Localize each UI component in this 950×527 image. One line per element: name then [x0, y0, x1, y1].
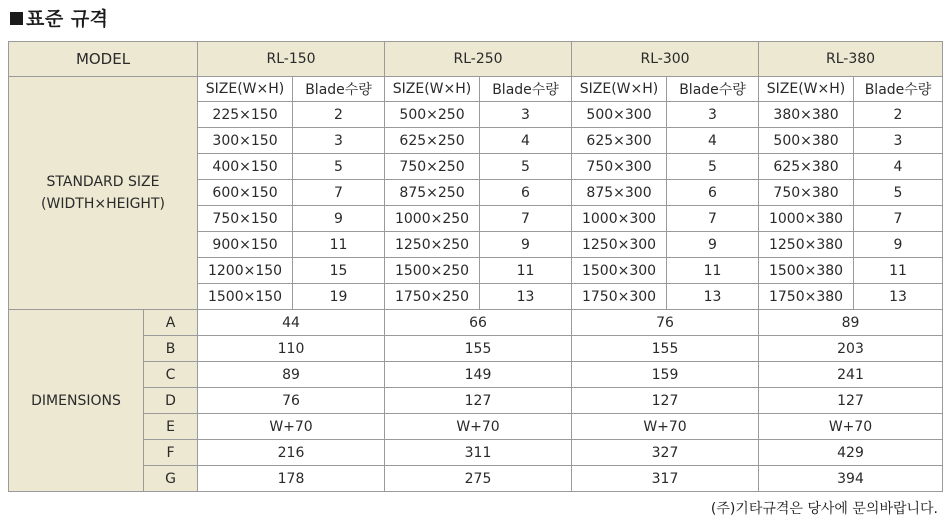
size-cell: 1500×250	[385, 258, 480, 284]
blade-count-cell: 5	[667, 154, 759, 180]
dimension-value: 311	[385, 440, 572, 466]
size-cell: 1750×250	[385, 284, 480, 310]
blade-count-cell: 13	[667, 284, 759, 310]
size-cell: 1250×300	[572, 232, 667, 258]
blade-count-cell: 4	[854, 154, 943, 180]
standard-size-label	[9, 77, 198, 310]
dimension-row	[9, 362, 943, 388]
blade-count-cell: 3	[293, 128, 385, 154]
size-cell: 1250×380	[759, 232, 854, 258]
size-cell: 625×380	[759, 154, 854, 180]
blade-count-cell: 7	[293, 180, 385, 206]
blade-count-cell: 5	[854, 180, 943, 206]
dimension-value: 327	[572, 440, 759, 466]
size-cell: 1500×300	[572, 258, 667, 284]
blade-count-cell: 11	[667, 258, 759, 284]
size-cell: 300×150	[198, 128, 293, 154]
dimension-letter: F	[144, 440, 198, 466]
dimension-value: 76	[572, 310, 759, 336]
dimension-row	[9, 336, 943, 362]
size-cell: 625×300	[572, 128, 667, 154]
size-cell: 1000×250	[385, 206, 480, 232]
blade-count-cell: 2	[854, 102, 943, 128]
sub-header-row	[9, 77, 943, 102]
size-column-header: SIZE(W×H)	[198, 77, 293, 102]
blade-count-cell: 11	[480, 258, 572, 284]
size-cell: 380×380	[759, 102, 854, 128]
blade-count-cell: 6	[480, 180, 572, 206]
standard-size-label-line: (WIDTH×HEIGHT)	[41, 196, 165, 212]
size-cell: 400×150	[198, 154, 293, 180]
blade-count-cell: 2	[293, 102, 385, 128]
dimension-letter: E	[144, 414, 198, 440]
dimension-row	[9, 414, 943, 440]
blade-column-header: Blade수량	[667, 77, 759, 102]
dimension-value: 149	[385, 362, 572, 388]
size-cell: 750×380	[759, 180, 854, 206]
blade-count-cell: 5	[293, 154, 385, 180]
dimension-value: 89	[759, 310, 943, 336]
blade-count-cell: 9	[667, 232, 759, 258]
blade-count-cell: 7	[854, 206, 943, 232]
size-cell: 500×250	[385, 102, 480, 128]
dimension-value: 317	[572, 466, 759, 492]
blade-count-cell: 13	[854, 284, 943, 310]
blade-count-cell: 7	[480, 206, 572, 232]
page-title	[10, 4, 109, 31]
model-label: MODEL	[9, 42, 198, 77]
footnote: (주)기타규격은 당사에 문의바랍니다.	[710, 501, 938, 517]
dimension-value: 44	[198, 310, 385, 336]
size-cell: 875×300	[572, 180, 667, 206]
size-cell: 1750×380	[759, 284, 854, 310]
dimension-value: 159	[572, 362, 759, 388]
size-cell: 1250×250	[385, 232, 480, 258]
dimension-value: 394	[759, 466, 943, 492]
blade-column-header: Blade수량	[293, 77, 385, 102]
size-cell: 750×150	[198, 206, 293, 232]
dimension-value: 178	[198, 466, 385, 492]
spec-table	[8, 41, 943, 492]
page-title-text: 표준 규격	[26, 8, 109, 30]
blade-count-cell: 3	[667, 102, 759, 128]
blade-count-cell: 13	[480, 284, 572, 310]
size-column-header: SIZE(W×H)	[759, 77, 854, 102]
size-cell: 1000×300	[572, 206, 667, 232]
size-cell: 1500×150	[198, 284, 293, 310]
size-column-header: SIZE(W×H)	[572, 77, 667, 102]
size-cell: 1000×380	[759, 206, 854, 232]
standard-size-label-line: STANDARD SIZE	[46, 174, 160, 190]
blade-count-cell: 19	[293, 284, 385, 310]
blade-column-header: Blade수량	[854, 77, 943, 102]
dimension-letter: B	[144, 336, 198, 362]
dimension-value: 110	[198, 336, 385, 362]
dimension-letter: D	[144, 388, 198, 414]
dimension-value: 203	[759, 336, 943, 362]
blade-count-cell: 9	[854, 232, 943, 258]
dimensions-label: DIMENSIONS	[9, 310, 144, 492]
dimension-value: 76	[198, 388, 385, 414]
blade-count-cell: 5	[480, 154, 572, 180]
size-cell: 500×380	[759, 128, 854, 154]
dimension-value: 127	[572, 388, 759, 414]
blade-count-cell: 15	[293, 258, 385, 284]
blade-count-cell: 4	[480, 128, 572, 154]
dimension-letter: G	[144, 466, 198, 492]
size-cell: 225×150	[198, 102, 293, 128]
blade-count-cell: 9	[293, 206, 385, 232]
size-cell: 600×150	[198, 180, 293, 206]
dimension-value: 241	[759, 362, 943, 388]
model-header-row	[9, 42, 943, 77]
dimension-value: 89	[198, 362, 385, 388]
blade-column-header: Blade수량	[480, 77, 572, 102]
dimension-value: 216	[198, 440, 385, 466]
blade-count-cell: 11	[854, 258, 943, 284]
dimension-value: 127	[759, 388, 943, 414]
square-bullet-icon	[10, 12, 23, 25]
dimension-row	[9, 388, 943, 414]
size-cell: 1200×150	[198, 258, 293, 284]
dimension-letter: C	[144, 362, 198, 388]
size-cell: 875×250	[385, 180, 480, 206]
size-column-header: SIZE(W×H)	[385, 77, 480, 102]
size-cell: 1750×300	[572, 284, 667, 310]
model-rl-300: RL-300	[572, 42, 759, 77]
dimension-value: 127	[385, 388, 572, 414]
blade-count-cell: 4	[667, 128, 759, 154]
blade-count-cell: 11	[293, 232, 385, 258]
dimension-row	[9, 310, 943, 336]
blade-count-cell: 6	[667, 180, 759, 206]
size-cell: 500×300	[572, 102, 667, 128]
model-rl-250: RL-250	[385, 42, 572, 77]
blade-count-cell: 7	[667, 206, 759, 232]
model-rl-150: RL-150	[198, 42, 385, 77]
blade-count-cell: 3	[854, 128, 943, 154]
dimension-row	[9, 440, 943, 466]
blade-count-cell: 3	[480, 102, 572, 128]
dimension-value: W+70	[198, 414, 385, 440]
dimension-value: W+70	[385, 414, 572, 440]
blade-count-cell: 9	[480, 232, 572, 258]
size-cell: 900×150	[198, 232, 293, 258]
size-cell: 750×300	[572, 154, 667, 180]
dimension-value: 275	[385, 466, 572, 492]
dimension-letter: A	[144, 310, 198, 336]
dimension-value: 429	[759, 440, 943, 466]
dimension-value: 155	[385, 336, 572, 362]
dimension-value: W+70	[759, 414, 943, 440]
size-cell: 750×250	[385, 154, 480, 180]
dimension-value: W+70	[572, 414, 759, 440]
model-rl-380: RL-380	[759, 42, 943, 77]
dimension-row	[9, 466, 943, 492]
dimension-value: 66	[385, 310, 572, 336]
dimension-value: 155	[572, 336, 759, 362]
size-cell: 1500×380	[759, 258, 854, 284]
size-cell: 625×250	[385, 128, 480, 154]
